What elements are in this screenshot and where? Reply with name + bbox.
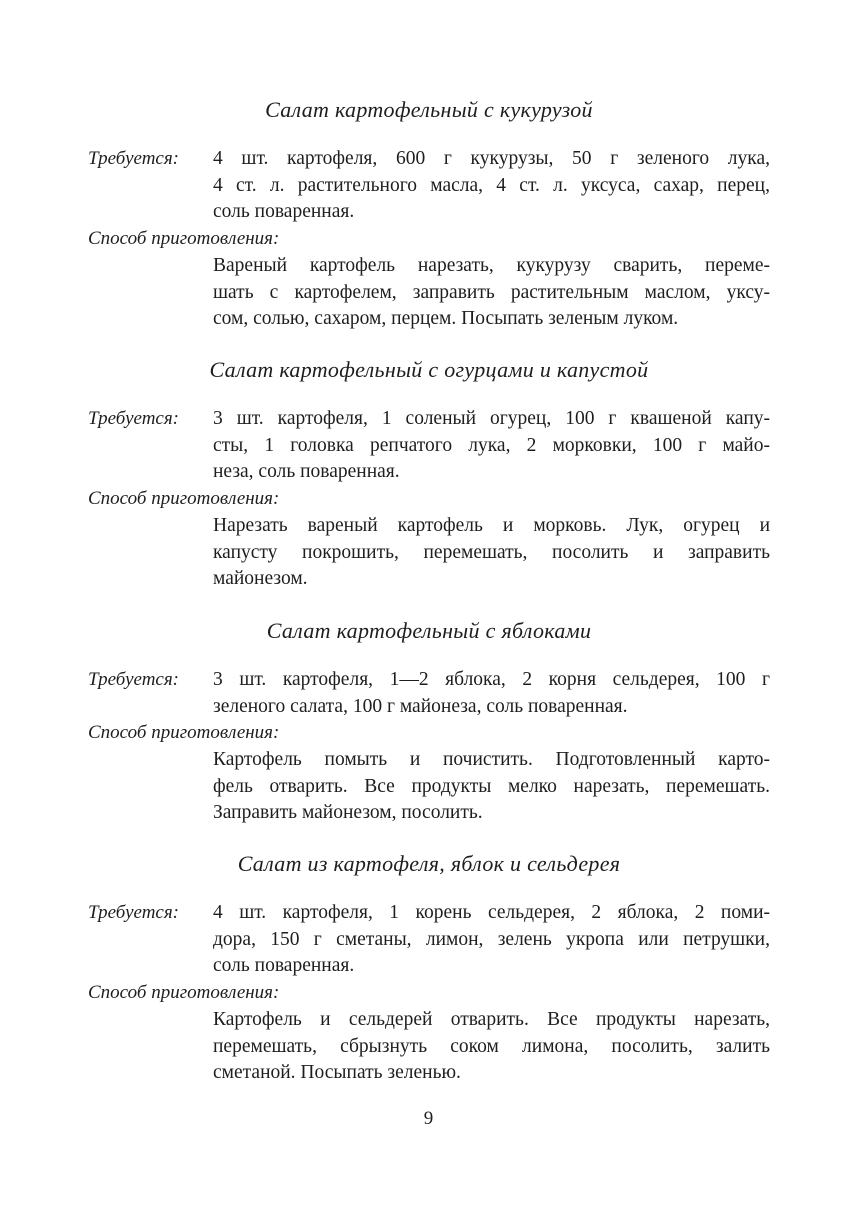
text-line: 3 шт. картофеля, 1—2 яблока, 2 корня сельдерея, 100 г: [213, 669, 770, 690]
recipe-title: Салат картофельный с яблоками: [266, 618, 592, 643]
requires-text: [213, 146, 770, 226]
text-line: дора, 150 г сметаны, лимон, зелень укропа или петрушки,: [213, 928, 770, 950]
text-line: 4 шт. картофеля, 600 г кукурузы, 50 г зеленого лука,: [213, 148, 770, 169]
requires-label: Требуется:: [88, 902, 180, 923]
method-label: Способ приготовления:: [88, 488, 280, 509]
method-label: Способ приготовления:: [88, 982, 280, 1003]
text-line: Нарезать вареный картофель и морковь. Лук, огурец и: [213, 515, 770, 536]
text-line: 4 шт. картофеля, 1 корень сельдерея, 2 яблока, 2 поми-: [213, 902, 770, 923]
text-line: сметаной. Посыпать зеленью.: [213, 1062, 461, 1083]
text-line: соль поваренная.: [213, 201, 355, 222]
requires-label: Требуется:: [88, 408, 180, 429]
requires-text: [213, 900, 770, 980]
text-line: Заправить майонезом, посолить.: [213, 802, 483, 823]
text-line: перемешать, сбрызнуть соком лимона, посолить, залить: [213, 1035, 770, 1057]
text-line: сом, солью, сахаром, перцем. Посыпать зеленым луком.: [213, 308, 679, 329]
text-line: капусту покрошить, перемешать, посолить и заправить: [213, 541, 770, 563]
recipe-title: Салат из картофеля, яблок и сельдерея: [237, 851, 621, 876]
text-line: фель отварить. Все продукты мелко нарезать, перемешать.: [213, 775, 770, 797]
text-line: майонезом.: [213, 568, 308, 589]
method-label: Способ приготовления:: [88, 228, 280, 249]
text-line: 4 ст. л. растительного масла, 4 ст. л. уксуса, сахар, перец,: [213, 174, 770, 196]
text-line: сты, 1 головка репчатого лука, 2 морковки, 100 г майо-: [213, 434, 770, 456]
text-line: Вареный картофель нарезать, кукурузу сварить, переме-: [213, 255, 770, 276]
method-label: Способ приготовления:: [88, 722, 280, 743]
method-text: [213, 747, 770, 827]
text-line: шать с картофелем, заправить растительным маслом, уксу-: [213, 281, 770, 303]
requires-text: [213, 667, 770, 720]
text-line: соль поваренная.: [213, 955, 355, 976]
recipe-title: Салат картофельный с огурцами и капустой: [209, 357, 649, 382]
text-line: зеленого салата, 100 г майонеза, соль поваренная.: [213, 695, 628, 717]
text-line: Картофель помыть и почистить. Подготовленный карто-: [213, 749, 770, 770]
text-line: 3 шт. картофеля, 1 соленый огурец, 100 г квашеной капу-: [213, 408, 770, 429]
method-text: [213, 1007, 770, 1087]
requires-label: Требуется:: [88, 148, 180, 169]
method-text: [213, 513, 770, 593]
page-number: 9: [423, 1108, 434, 1129]
requires-label: Требуется:: [88, 669, 180, 690]
recipe-title: Салат картофельный с кукурузой: [265, 97, 593, 122]
text-line: неза, соль поваренная.: [213, 461, 400, 482]
method-text: [213, 253, 770, 333]
requires-text: [213, 406, 770, 486]
text-line: Картофель и сельдерей отварить. Все продукты нарезать,: [213, 1009, 770, 1030]
